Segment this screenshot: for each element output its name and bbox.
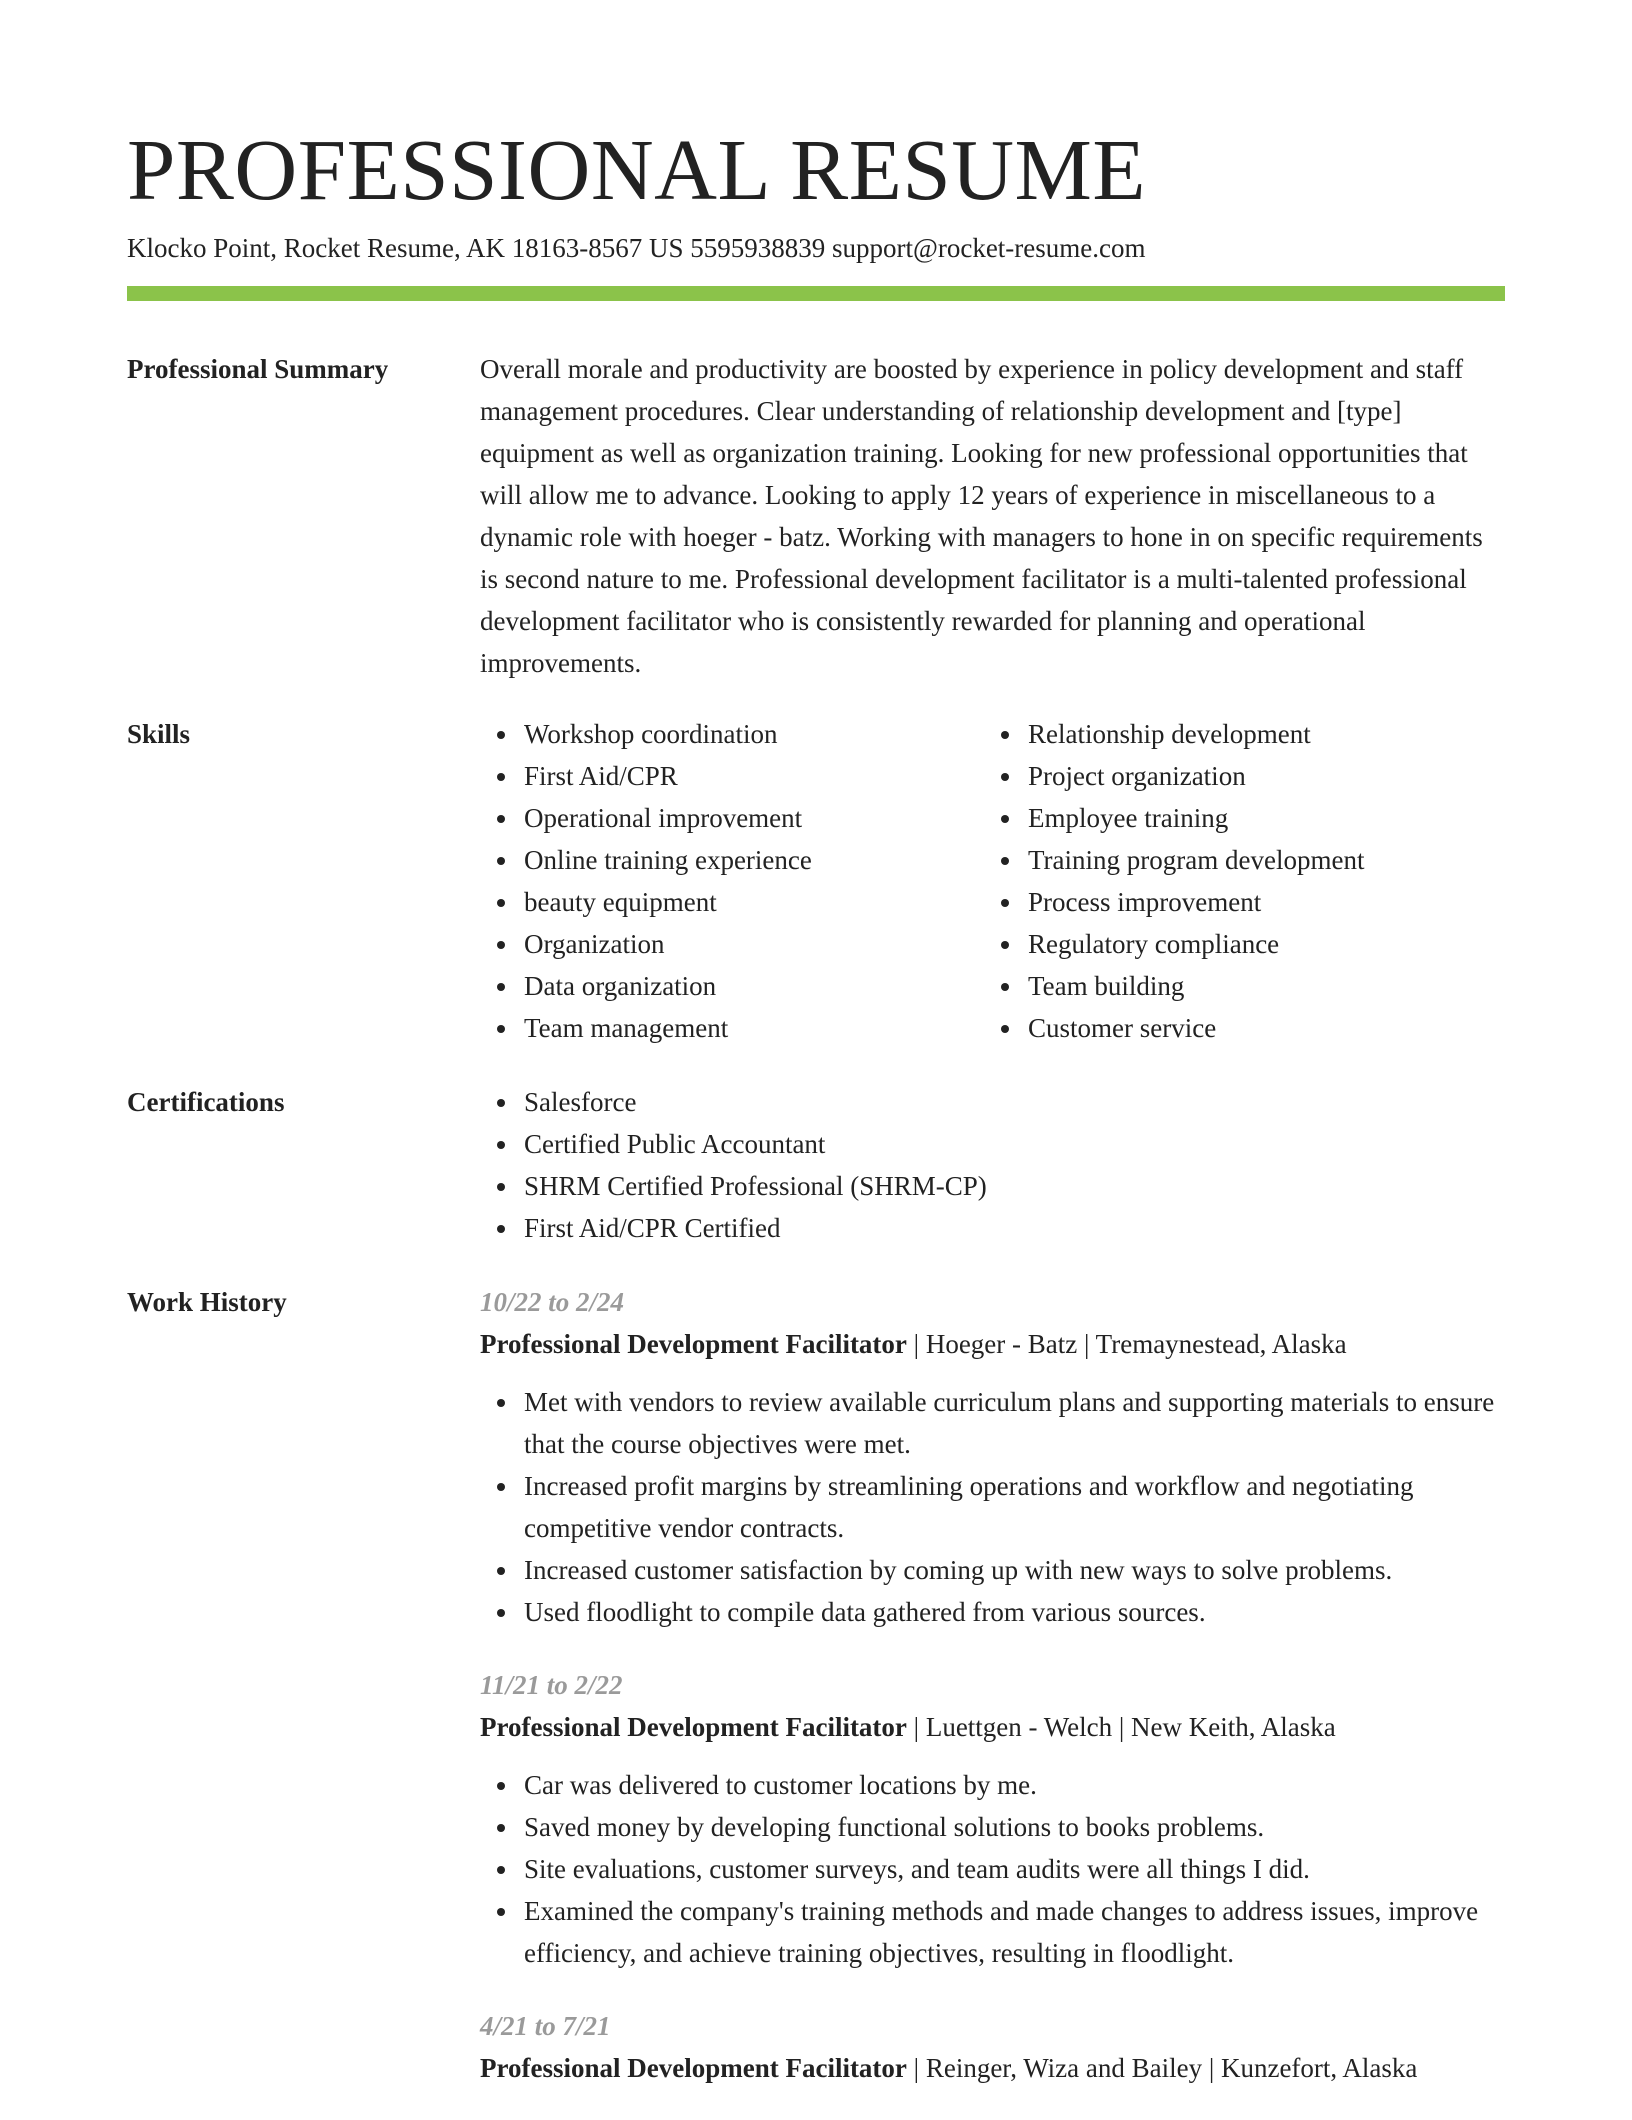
job-heading	[480, 1323, 1505, 1365]
work-history-body	[480, 1281, 1505, 2120]
skill-item: Employee training	[1028, 797, 1488, 839]
resume-title: PROFESSIONAL RESUME	[127, 121, 1147, 218]
job-bullet: Saved money by developing functional solutions to books problems.	[524, 1806, 1505, 1848]
skill-item: Organization	[524, 923, 984, 965]
skill-item: Customer service	[1028, 1007, 1488, 1049]
skill-item: Regulatory compliance	[1028, 923, 1488, 965]
job-heading	[480, 1706, 1505, 1748]
job-entry	[480, 1281, 1505, 1633]
job-title: Professional Development Facilitator	[480, 1329, 907, 1359]
skill-item: Data organization	[524, 965, 984, 1007]
job-bullets	[480, 1764, 1505, 1974]
skill-item: beauty equipment	[524, 881, 984, 923]
contact-info: Klocko Point, Rocket Resume, AK 18163-8567 US 5595938839 support@rocket-resume.com	[127, 233, 1146, 263]
job-details: | Hoeger - Batz | Tremaynestead, Alaska	[906, 1329, 1347, 1359]
skill-item: Relationship development	[1028, 713, 1488, 755]
skill-item: Online training experience	[524, 839, 984, 881]
skills-body	[480, 713, 1505, 1049]
skills-heading: Skills	[127, 719, 191, 749]
job-bullet: Met with vendors to review available curriculum plans and supporting materials to ensure that the course objectives were met.	[524, 1381, 1505, 1465]
summary-text: Overall morale and productivity are boosted by experience in policy development and staff management procedures. Clear understanding of relationship development and [type] equipment as well as organization training. Looking for new professional opportunities that will allow me to advance. Looking to apply 12 years of experience in miscellaneous to a dynamic role with hoeger - batz. Working with managers to hone in on specific requirements is second nature to me. Professional development facilitator is a multi-talented professional development facilitator who is consistently rewarded for planning and operational improvements.	[480, 354, 1483, 678]
job-bullets	[480, 1381, 1505, 1633]
summary-heading: Professional Summary	[127, 354, 389, 384]
certification-item: SHRM Certified Professional (SHRM-CP)	[524, 1165, 1505, 1207]
skill-item: Operational improvement	[524, 797, 984, 839]
skill-item: Process improvement	[1028, 881, 1488, 923]
job-details: | Luettgen - Welch | New Keith, Alaska	[906, 1712, 1336, 1742]
skills-grid	[480, 713, 1505, 1049]
certification-item: Salesforce	[524, 1081, 1505, 1123]
job-entry	[480, 2005, 1505, 2089]
skill-item: Team building	[1028, 965, 1488, 1007]
certification-item: Certified Public Accountant	[524, 1123, 1505, 1165]
skill-item: First Aid/CPR	[524, 755, 984, 797]
job-entry	[480, 1664, 1505, 1974]
job-bullet: Examined the company's training methods and made changes to address issues, improve efficiency, and achieve training objectives, resulting in floodlight.	[524, 1890, 1505, 1974]
skills-column-left	[480, 713, 984, 1049]
job-details: | Reinger, Wiza and Bailey | Kunzefort, Alaska	[906, 2053, 1418, 2083]
skill-item: Project organization	[1028, 755, 1488, 797]
skill-item: Training program development	[1028, 839, 1488, 881]
job-title: Professional Development Facilitator	[480, 2053, 907, 2083]
work-history-heading: Work History	[127, 1287, 287, 1317]
job-bullet: Increased customer satisfaction by coming up with new ways to solve problems.	[524, 1549, 1505, 1591]
job-bullet: Used floodlight to compile data gathered from various sources.	[524, 1591, 1505, 1633]
job-dates: 10/22 to 2/24	[480, 1287, 625, 1317]
job-dates: 4/21 to 7/21	[480, 2011, 611, 2041]
summary-body	[480, 348, 1505, 684]
certifications-heading: Certifications	[127, 1087, 285, 1117]
skill-item: Team management	[524, 1007, 984, 1049]
job-bullet: Site evaluations, customer surveys, and team audits were all things I did.	[524, 1848, 1505, 1890]
job-title: Professional Development Facilitator	[480, 1712, 907, 1742]
job-dates: 11/21 to 2/22	[480, 1670, 623, 1700]
certification-item: First Aid/CPR Certified	[524, 1207, 1505, 1249]
skill-item: Workshop coordination	[524, 713, 984, 755]
job-heading	[480, 2047, 1505, 2089]
skills-column-right	[984, 713, 1488, 1049]
job-bullet: Increased profit margins by streamlining operations and workflow and negotiating competitive vendor contracts.	[524, 1465, 1505, 1549]
accent-divider	[127, 286, 1505, 301]
certifications-body	[480, 1081, 1505, 1249]
job-bullet: Car was delivered to customer locations by me.	[524, 1764, 1505, 1806]
